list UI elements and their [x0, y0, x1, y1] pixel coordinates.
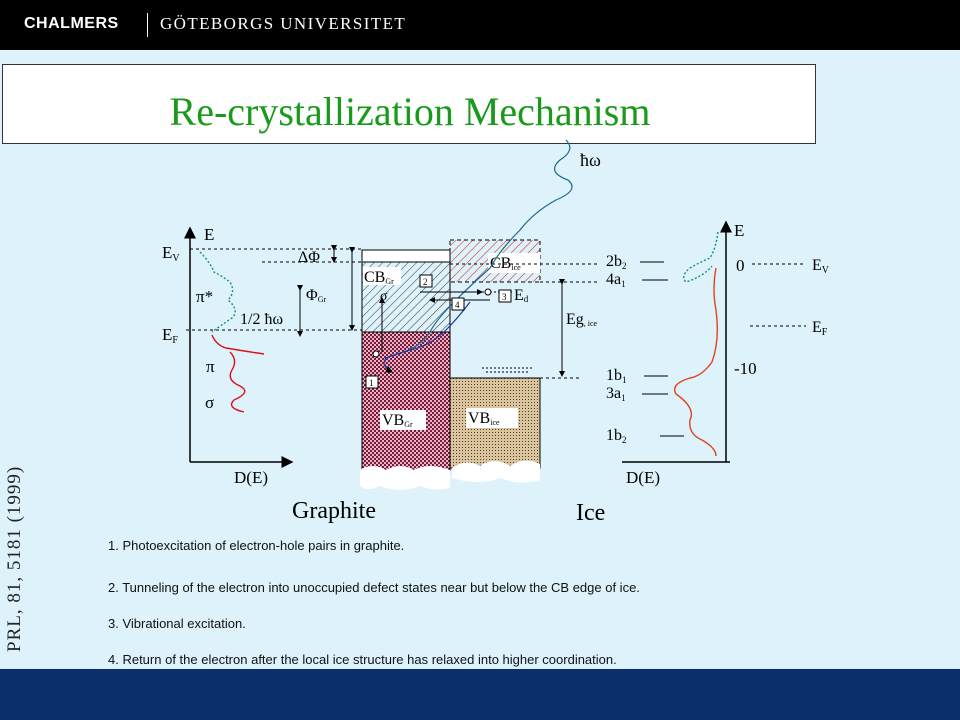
step-3: 3. Vibrational excitation. [108, 616, 246, 631]
graphite-label: Graphite [292, 498, 376, 524]
electron-hole-marker [373, 351, 379, 357]
pi-label: π [206, 357, 215, 376]
eg-label: Eg, ice [566, 311, 598, 328]
ice-dos-label: D(E) [626, 468, 660, 487]
orbital-3a1: 3a1 [606, 385, 626, 403]
delta-phi-label: ΔΦ [298, 249, 320, 266]
half-photon-label: 1/2 ħω [240, 311, 283, 328]
ice-e-label: E [734, 221, 745, 240]
phi-gr-label: ΦGr [306, 287, 327, 304]
ice-ef-label: EF [812, 319, 828, 338]
ice-dos-lower-curve [675, 268, 718, 456]
graphite-pi-curve [212, 335, 264, 412]
sigma-ice-marker: σ [380, 289, 388, 304]
orbital-4a1: 4a1 [606, 271, 626, 289]
graphite-cb-top [362, 250, 450, 262]
slide-title: Re-crystallization Mechanism [169, 89, 651, 134]
footer-bar [0, 669, 960, 720]
step-4: 4. Return of the electron after the local ice structure has relaxed into higher coordination. [108, 652, 617, 667]
defect-electron [485, 289, 491, 295]
citation: PRL, 81, 5181 (1999) [4, 465, 25, 652]
step-marker-1-label: 1 [369, 378, 374, 388]
step-marker-2-label: 2 [423, 277, 428, 287]
orbital-2b2: 2b2 [606, 253, 627, 271]
step-marker-3-label: 3 [502, 292, 507, 302]
pi-star-label: π* [196, 287, 214, 306]
graphite-dos-label: D(E) [234, 468, 268, 487]
graphite-ef-label: EF [162, 325, 178, 346]
graphite-vb-label: VBGr [382, 412, 413, 429]
ice-label: Ice [576, 500, 606, 526]
step-1: 1. Photoexcitation of electron-hole pairs in graphite. [108, 538, 405, 553]
ed-label: Ed [514, 287, 529, 304]
graphite-cb-label: CBGr [364, 269, 394, 286]
gu-logo: GÖTEBORGS UNIVERSITET [160, 14, 407, 33]
graphite-e-label: E [204, 225, 215, 244]
sigma-label: σ [205, 393, 215, 412]
step-2: 2. Tunneling of the electron into unoccupied defect states near but below the CB edge of ice. [108, 580, 640, 595]
ice-dos-upper-curve [684, 232, 718, 282]
orbital-1b1: 1b1 [606, 367, 627, 385]
chalmers-logo: CHALMERS [24, 15, 119, 32]
graphite-snow-cap [360, 466, 450, 490]
orbital-1b2: 1b2 [606, 427, 627, 445]
ice-cb-label: CBice [490, 255, 521, 272]
graphite-ev-label: EV [162, 243, 180, 264]
photon-label: ħω [580, 150, 601, 170]
ice-snow-cap [452, 460, 540, 482]
step-marker-4-label: 4 [455, 300, 460, 310]
ice-vb-label: VBice [468, 410, 500, 427]
ice-minus-ten-label: -10 [734, 359, 757, 378]
ice-zero-label: 0 [736, 256, 745, 275]
ice-ev-label: EV [812, 257, 830, 276]
